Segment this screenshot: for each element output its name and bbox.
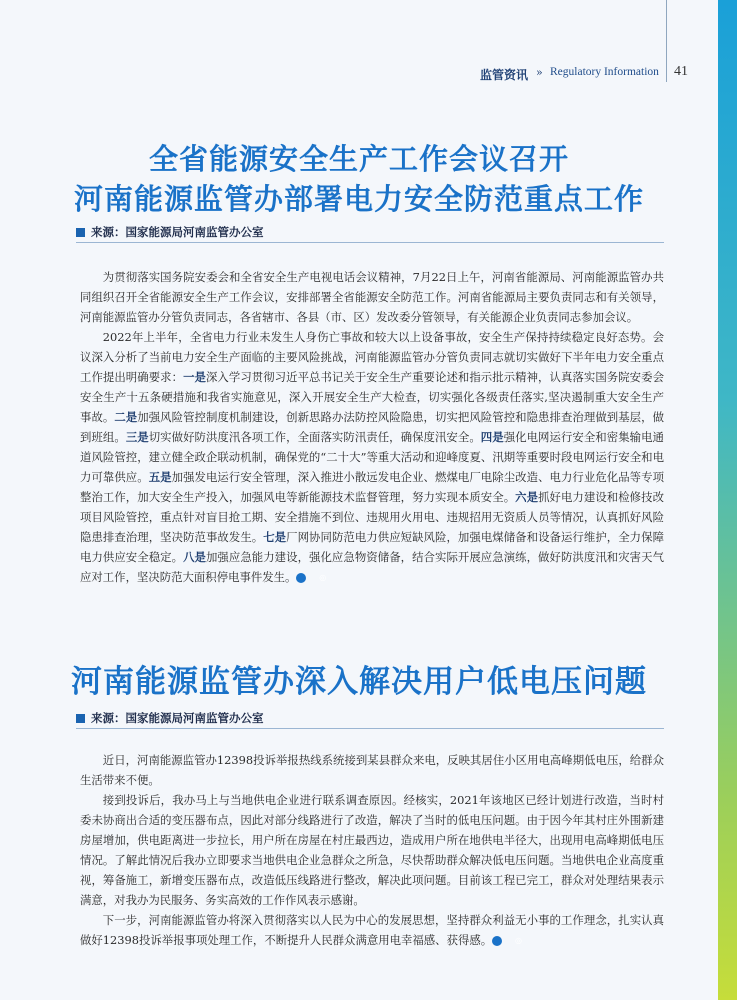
article1-source [76, 224, 264, 240]
section-label: 监管资讯 [480, 68, 529, 82]
article2-paragraph-3 [80, 910, 664, 950]
key-point-text: 强化电网运行安全和密集输电通道风险管控，建立健全政企联动机制，确保党的“二十大”等重大活动和迎峰度夏、汛期等重要时段电网运行安全和电力可靠供应。 [80, 430, 664, 484]
article1-title-line2: 河南能源监管办部署电力安全防范重点工作 [73, 182, 644, 216]
key-point-text: 加强发电运行安全管理，深入推进小散远发电企业、燃煤电厂电除尘改造、电力行业危化品等专项整治工作，加大安全生产投入，加强风电等新能源技术监督管理，努力实现本质安全。 [80, 470, 664, 504]
page-number: 41 [674, 64, 688, 79]
key-point-label: 四是 [480, 430, 504, 444]
divider [76, 728, 664, 729]
article2-title: 河南能源监管办深入解决用户低电压问题 [71, 664, 647, 700]
article2-source-text: 来源：国家能源局河南监管办公室 [91, 711, 264, 725]
paragraph-text: 下一步，河南能源监管办将深入贯彻落实以人民为中心的发展思想，坚持群众利益无小事的工作理念，扎实认真做好12398投诉举报事项处理工作，不断提升人民群众满意用电幸福感、获得感。 [80, 913, 664, 947]
key-point-text: 加强风险管控制度机制建设，创新思路办法防控风险隐患，切实把风险管控和隐患排查治理做到基层，做到班组。 [80, 410, 664, 444]
article2-source [76, 710, 264, 726]
key-point-label: 六是 [515, 490, 539, 504]
key-point-label: 三是 [125, 430, 149, 444]
square-bullet-icon [76, 228, 85, 237]
end-mark-icon: ◎ [492, 936, 502, 946]
article1-paragraph-1: 为贯彻落实国务院安委会和全省安全生产电视电话会议精神，7月22日上午，河南省能源局、河南能源监管办共同组织召开全省能源安全生产工作会议，安排部署全省能源安全防范工作。河南省能源局主要负责同志和有关领导，河南能源监管办分管负责同志，各省辖市、各县（市、区）发改委分管领导，有关能源企业负责同志参加会议。 [80, 270, 664, 324]
key-point-label: 八是 [183, 550, 206, 564]
square-bullet-icon [76, 714, 85, 723]
running-header [480, 64, 710, 84]
key-point-text: 加强应急能力建设，强化应急物资储备，结合实际开展应急演练，做好防洪度汛和灾害天气应对工作，坚决防范大面积停电事件发生。 [80, 550, 664, 584]
article1-paragraph-2 [80, 327, 664, 587]
article1-body [80, 267, 664, 587]
article2-paragraph-1: 近日，河南能源监管办12398投诉举报热线系统接到某县群众来电，反映其居住小区用电高峰期低电压，给群众生活带来不便。 [80, 753, 664, 787]
paragraph-text: 2022年上半年，全省电力行业未发生人身伤亡事故和较大以上设备事故，安全生产保持持续稳定良好态势。会议深入分析了当前电力安全生产面临的主要风险挑战，河南能源监管办分管负责同志就切实做好下半年电力安全重点工作提出明确要求： [80, 330, 664, 384]
chevron-right-icon: » [536, 66, 543, 79]
key-point-label: 一是 [183, 370, 206, 384]
key-point-text: 深入学习贯彻习近平总书记关于安全生产重要论述和指示批示精神，认真落实国务院安委会安全生产十五条硬措施和我省实施意见，深入开展安全生产大检查，切实强化各级责任落实,坚决遏制重大安全生产事故。 [80, 370, 664, 424]
end-mark-icon: ◎ [296, 573, 306, 583]
key-point-text: 切实做好防洪度汛各项工作，全面落实防汛责任，确保度汛安全。 [148, 430, 481, 444]
side-color-bar [718, 0, 737, 1000]
article2-body [80, 750, 664, 950]
key-point-text: 厂网协同防范电力供应短缺风险，加强电煤储备和设备运行维护，全力保障电力供应安全稳定。 [80, 530, 664, 564]
key-point-label: 七是 [263, 530, 287, 544]
section-label-en: Regulatory Information [550, 66, 659, 78]
divider [76, 242, 664, 243]
key-point-label: 二是 [114, 410, 138, 424]
article1-source-text: 来源：国家能源局河南监管办公室 [91, 225, 264, 239]
article2-paragraph-2: 接到投诉后，我办马上与当地供电企业进行联系调查原因。经核实，2021年该地区已经计划进行改造，当时村委未协商出合适的变压器布点，因此对部分线路进行了改造，解决了当时的低电压问题。由于因今年其村庄外围新建房屋增加，供电距离进一步拉长，用户所在房屋在村庄最西边，造成用户所在地供电半径大，出现用电高峰期低电压情况。了解此情况后我办立即要求当地供电企业急群众之所急，尽快帮助群众解决低电压问题。当地供电企业高度重视，筹备施工，新增变压器布点，改造低压线路进行整改，解决此项问题。目前该工程已完工，群众对处理结果表示满意，对我办为民服务、务实高效的工作作风表示感谢。 [80, 793, 664, 907]
article1-title-line1: 全省能源安全生产工作会议召开 [148, 142, 569, 176]
key-point-label: 五是 [148, 470, 172, 484]
key-point-text: 抓好电力建设和检修技改项目风险管控，重点针对盲目抢工期、安全措施不到位、违规用火用电、违规招用无资质人员等情况，认真抓好风险隐患排查治理，坚决防范事故发生。 [80, 490, 664, 544]
